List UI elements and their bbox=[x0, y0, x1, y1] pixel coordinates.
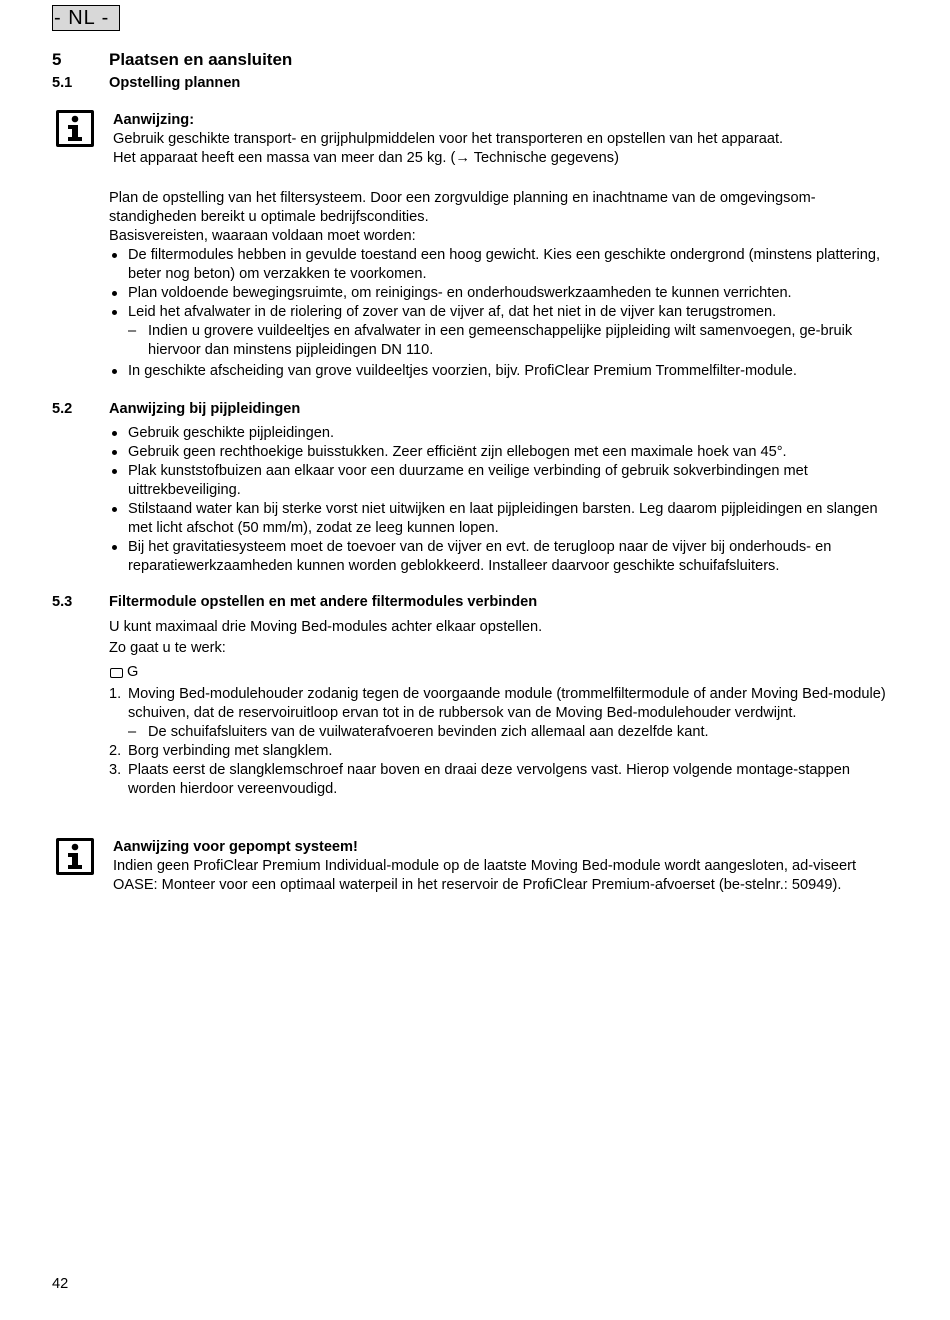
list-item: De filtermodules hebben in gevulde toestand een hoog gewicht. Kies een geschikte ondergrond (minstens plattering, beter nog beton) om verzakken te voorkomen. bbox=[109, 246, 884, 284]
note-title: Aanwijzing voor gepompt systeem! bbox=[113, 839, 358, 855]
section-5-2-heading bbox=[52, 400, 300, 419]
sub-item-text: Indien u grovere vuildeeltjes en afvalwater in een gemeenschappelijke pijpleiding wilt samenvoegen, ge-bruik hiervoor dan minstens pijpleidingen DN 110. bbox=[148, 323, 853, 358]
list-item: In geschikte afscheiding van grove vuildeeltjes voorzien, bijv. ProfiClear Premium Trommelfilter-module. bbox=[109, 362, 884, 381]
list-item: Plan voldoende bewegingsruimte, om reinigings- en onderhoudswerkzaamheden te kunnen verrichten. bbox=[109, 284, 884, 303]
note-title: Aanwijzing: bbox=[113, 112, 195, 128]
section-title: Aanwijzing bij pijpleidingen bbox=[109, 401, 301, 417]
section-number: 5.2 bbox=[52, 401, 73, 417]
list-item: Leid het afvalwater in de riolering of zover van de vijver af, dat het niet in de vijver kan terugstromen. bbox=[109, 303, 884, 322]
section-number: 5.3 bbox=[52, 594, 73, 610]
section-5-3-heading bbox=[52, 593, 537, 612]
intro-line: U kunt maximaal drie Moving Bed-modules achter elkaar opstellen. bbox=[109, 619, 543, 635]
requirements-list bbox=[109, 246, 884, 322]
steps-list-cont bbox=[109, 742, 889, 799]
step-item: 1. Moving Bed-modulehouder zodanig tegen de voorgaande module (trommelfiltermodule of ander Moving Bed-module) schuiven, dat de reservoiruitloop ervan tot in de rubbersok van de Moving Bed-modulehouder verdwijnt. bbox=[109, 686, 886, 721]
figure-label: G bbox=[127, 664, 139, 680]
section-title: Opstelling plannen bbox=[109, 75, 241, 91]
step-item: 2. Borg verbinding met slangklem. bbox=[109, 743, 333, 759]
section-number: 5 bbox=[52, 50, 62, 69]
sub-item-text: De schuifafsluiters van de vuilwaterafvoeren bevinden zich allemaal aan dezelfde kant. bbox=[148, 724, 709, 740]
list-item: Plak kunststofbuizen aan elkaar voor een duurzame en veilige verbinding of gebruik sokverbindingen met uittrekbeveiliging. bbox=[109, 462, 889, 500]
list-item: Gebruik geen rechthoekige buisstukken. Zeer efficiënt zijn ellebogen met een maximale hoek van 45°. bbox=[109, 443, 889, 462]
instructions-label: Zo gaat u te werk: bbox=[109, 640, 226, 656]
pipe-hints-list bbox=[109, 424, 889, 576]
page-number: 42 bbox=[52, 1276, 69, 1292]
requirements-list-cont bbox=[109, 362, 884, 381]
list-item: Bij het gravitatiesysteem moet de toevoer van de vijver en evt. de terugloop naar de vijver bij onderhouds- en reparatiewerkzaamheden kunnen worden geblokkeerd. Installeer daarvoor geschikte schuifafsluiters. bbox=[109, 538, 889, 576]
section-title: Filtermodule opstellen en met andere filtermodules verbinden bbox=[109, 594, 538, 610]
section-5-3-body bbox=[109, 618, 889, 799]
note-5-1 bbox=[113, 111, 893, 168]
note-line: Het apparaat heeft een massa van meer dan 25 kg. (→ Technische gegevens) bbox=[113, 150, 619, 166]
steps-list bbox=[109, 685, 889, 723]
figure-icon bbox=[110, 668, 123, 678]
section-5-1-body bbox=[109, 189, 884, 381]
info-icon bbox=[56, 838, 94, 875]
intro-paragraph: Plan de opstelling van het filtersysteem. Door een zorgvuldige planning en inachtname van de omgevingsom-standigheden bereikt u optimale bedrijfscondities. bbox=[109, 190, 816, 225]
list-item: Stilstaand water kan bij sterke vorst niet uitwijken en laat pijpleidingen barsten. Leg daarom pijpleidingen en slangen met licht afschot (50 mm/m), zodat ze leeg kunnen lopen. bbox=[109, 500, 889, 538]
language-tab: - NL - bbox=[52, 5, 120, 31]
section-5-2-body bbox=[109, 424, 889, 576]
note-text: Indien geen ProfiClear Premium Individual-module op de laatste Moving Bed-module wordt aangesloten, ad-viseert OASE: Monteer voor een optimaal waterpeil in het reservoir de ProfiClear Premium-afvoerset (be-stelnr.: 50949). bbox=[113, 858, 857, 893]
info-icon bbox=[56, 110, 94, 147]
section-title: Plaatsen en aansluiten bbox=[109, 50, 293, 69]
sub-item: – Indien u grovere vuildeeltjes en afvalwater in een gemeenschappelijke pijpleiding wilt samenvoegen, ge-bruik hiervoor dan minstens pijpleidingen DN 110. bbox=[128, 323, 853, 358]
note-5-3 bbox=[113, 838, 878, 895]
requirements-label: Basisvereisten, waaraan voldaan moet worden: bbox=[109, 228, 416, 244]
sub-item: – De schuifafsluiters van de vuilwaterafvoeren bevinden zich allemaal aan dezelfde kant. bbox=[128, 724, 709, 740]
note-line: Gebruik geschikte transport- en grijphulpmiddelen voor het transporteren en opstellen van het apparaat. bbox=[113, 131, 784, 147]
step-item: 3. Plaats eerst de slangklemschroef naar boven en draai deze vervolgens vast. Hierop volgende montage-stappen worden hierdoor vereenvoudigd. bbox=[109, 762, 851, 797]
section-5-1-heading bbox=[52, 74, 240, 93]
figure-reference bbox=[109, 663, 889, 682]
section-number: 5.1 bbox=[52, 75, 73, 91]
list-item: Gebruik geschikte pijpleidingen. bbox=[109, 424, 889, 443]
